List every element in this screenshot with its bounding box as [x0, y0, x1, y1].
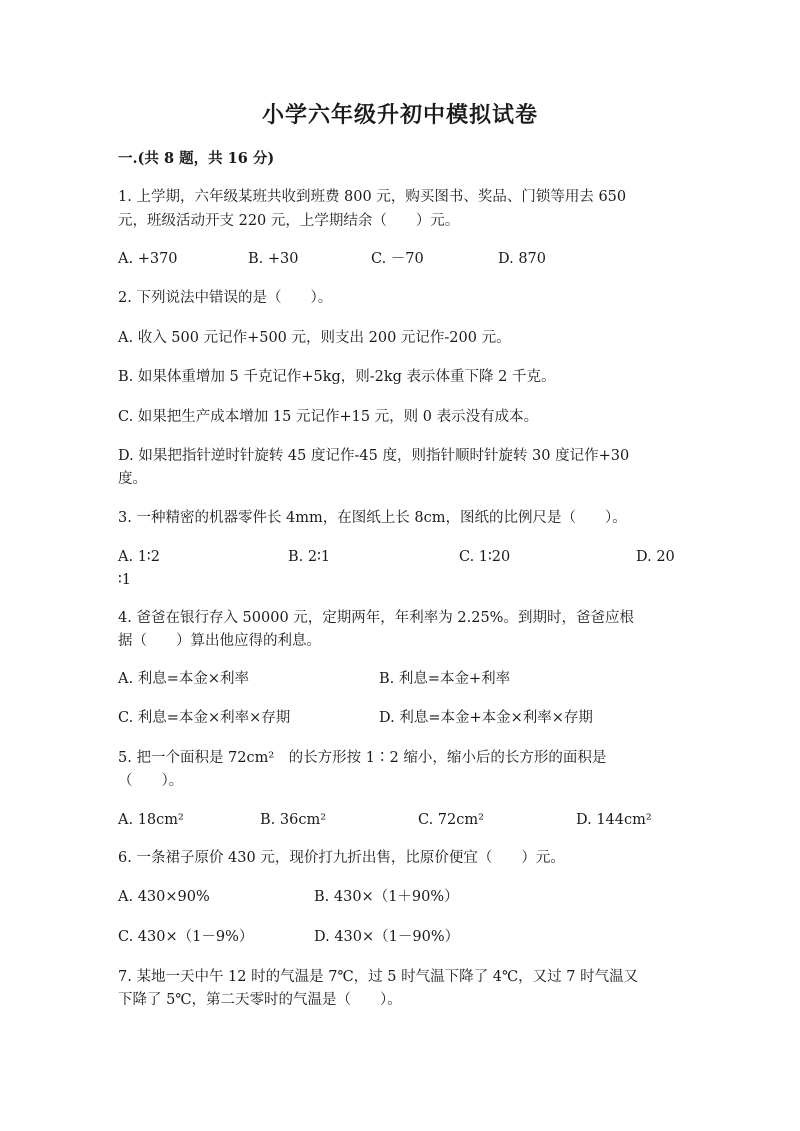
question-6-option-a: A. 430×90% [118, 889, 210, 905]
question-1-option-d: D. 870 [498, 251, 547, 267]
question-4-option-d: D. 利息=本金+本金×利率×存期 [379, 710, 593, 726]
question-3-option-b: B. 2∶1 [288, 549, 331, 565]
question-2-option-d-line-2: 度。 [118, 471, 147, 487]
question-5-option-d: D. 144cm² [576, 812, 652, 828]
question-3-option-d-continued: ∶1 [118, 572, 131, 588]
question-1-option-a: A. +370 [118, 251, 178, 267]
question-6-option-b: B. 430×（1＋90%） [314, 889, 459, 905]
question-2-option-a: A. 收入 500 元记作+500 元，则支出 200 元记作-200 元。 [118, 330, 511, 346]
question-1-option-c: C. －70 [371, 251, 424, 267]
question-3-text: 3. 一种精密的机器零件长 4mm，在图纸上长 8cm，图纸的比例尺是（ ）。 [118, 510, 627, 526]
question-4-text-line-2: 据（ ）算出他应得的利息。 [118, 633, 321, 649]
question-4-option-a: A. 利息=本金×利率 [118, 671, 249, 687]
question-4-option-b: B. 利息=本金+利率 [379, 671, 511, 687]
question-5-text-line-2: （ ）。 [118, 773, 184, 789]
question-1-option-b: B. +30 [248, 251, 299, 267]
page-title: 小学六年级升初中模拟试卷 [261, 102, 538, 128]
question-2-option-b: B. 如果体重增加 5 千克记作+5kg，则-2kg 表示体重下降 2 千克。 [118, 369, 556, 385]
question-4-option-c: C. 利息=本金×利率×存期 [118, 710, 291, 726]
question-3-option-d: D. 20 [636, 549, 675, 565]
question-6-option-d: D. 430×（1－90%） [314, 929, 460, 945]
question-2-option-d-line-1: D. 如果把指针逆时针旋转 45 度记作-45 度，则指针顺时针旋转 30 度记作+30 [118, 448, 630, 464]
question-2-text: 2. 下列说法中错误的是（ ）。 [118, 290, 333, 306]
question-5-option-b: B. 36cm² [260, 812, 327, 828]
question-3-option-a: A. 1∶2 [118, 549, 160, 565]
question-3-option-c: C. 1∶20 [459, 549, 511, 565]
section-heading: 一.(共 8 题，共 16 分) [118, 150, 275, 167]
question-6-option-c: C. 430×（1－9%） [118, 929, 254, 945]
question-7-text-line-2: 下降了 5℃，第二天零时的气温是（ ）。 [118, 992, 402, 1008]
question-7-text-line-1: 7. 某地一天中午 12 时的气温是 7℃，过 5 时气温下降了 4℃，又过 7 时气温又 [118, 969, 639, 985]
question-5-option-c: C. 72cm² [418, 812, 484, 828]
question-5-option-a: A. 18cm² [118, 812, 184, 828]
question-4-text-line-1: 4. 爸爸在银行存入 50000 元，定期两年，年利率为 2.25%。到期时，爸爸应根 [118, 610, 634, 626]
question-5-text-line-1: 5. 把一个面积是 72cm² 的长方形按 1∶2 缩小，缩小后的长方形的面积是 [118, 750, 607, 766]
question-1-text-line-2: 元，班级活动开支 220 元，上学期结余（ ）元。 [118, 213, 460, 229]
question-2-option-c: C. 如果把生产成本增加 15 元记作+15 元，则 0 表示没有成本。 [118, 409, 539, 425]
question-1-text-line-1: 1. 上学期，六年级某班共收到班费 800 元，购买图书、奖品、门锁等用去 650 [118, 189, 627, 205]
question-6-text: 6. 一条裙子原价 430 元，现价打九折出售，比原价便宜（ ）元。 [118, 850, 565, 866]
